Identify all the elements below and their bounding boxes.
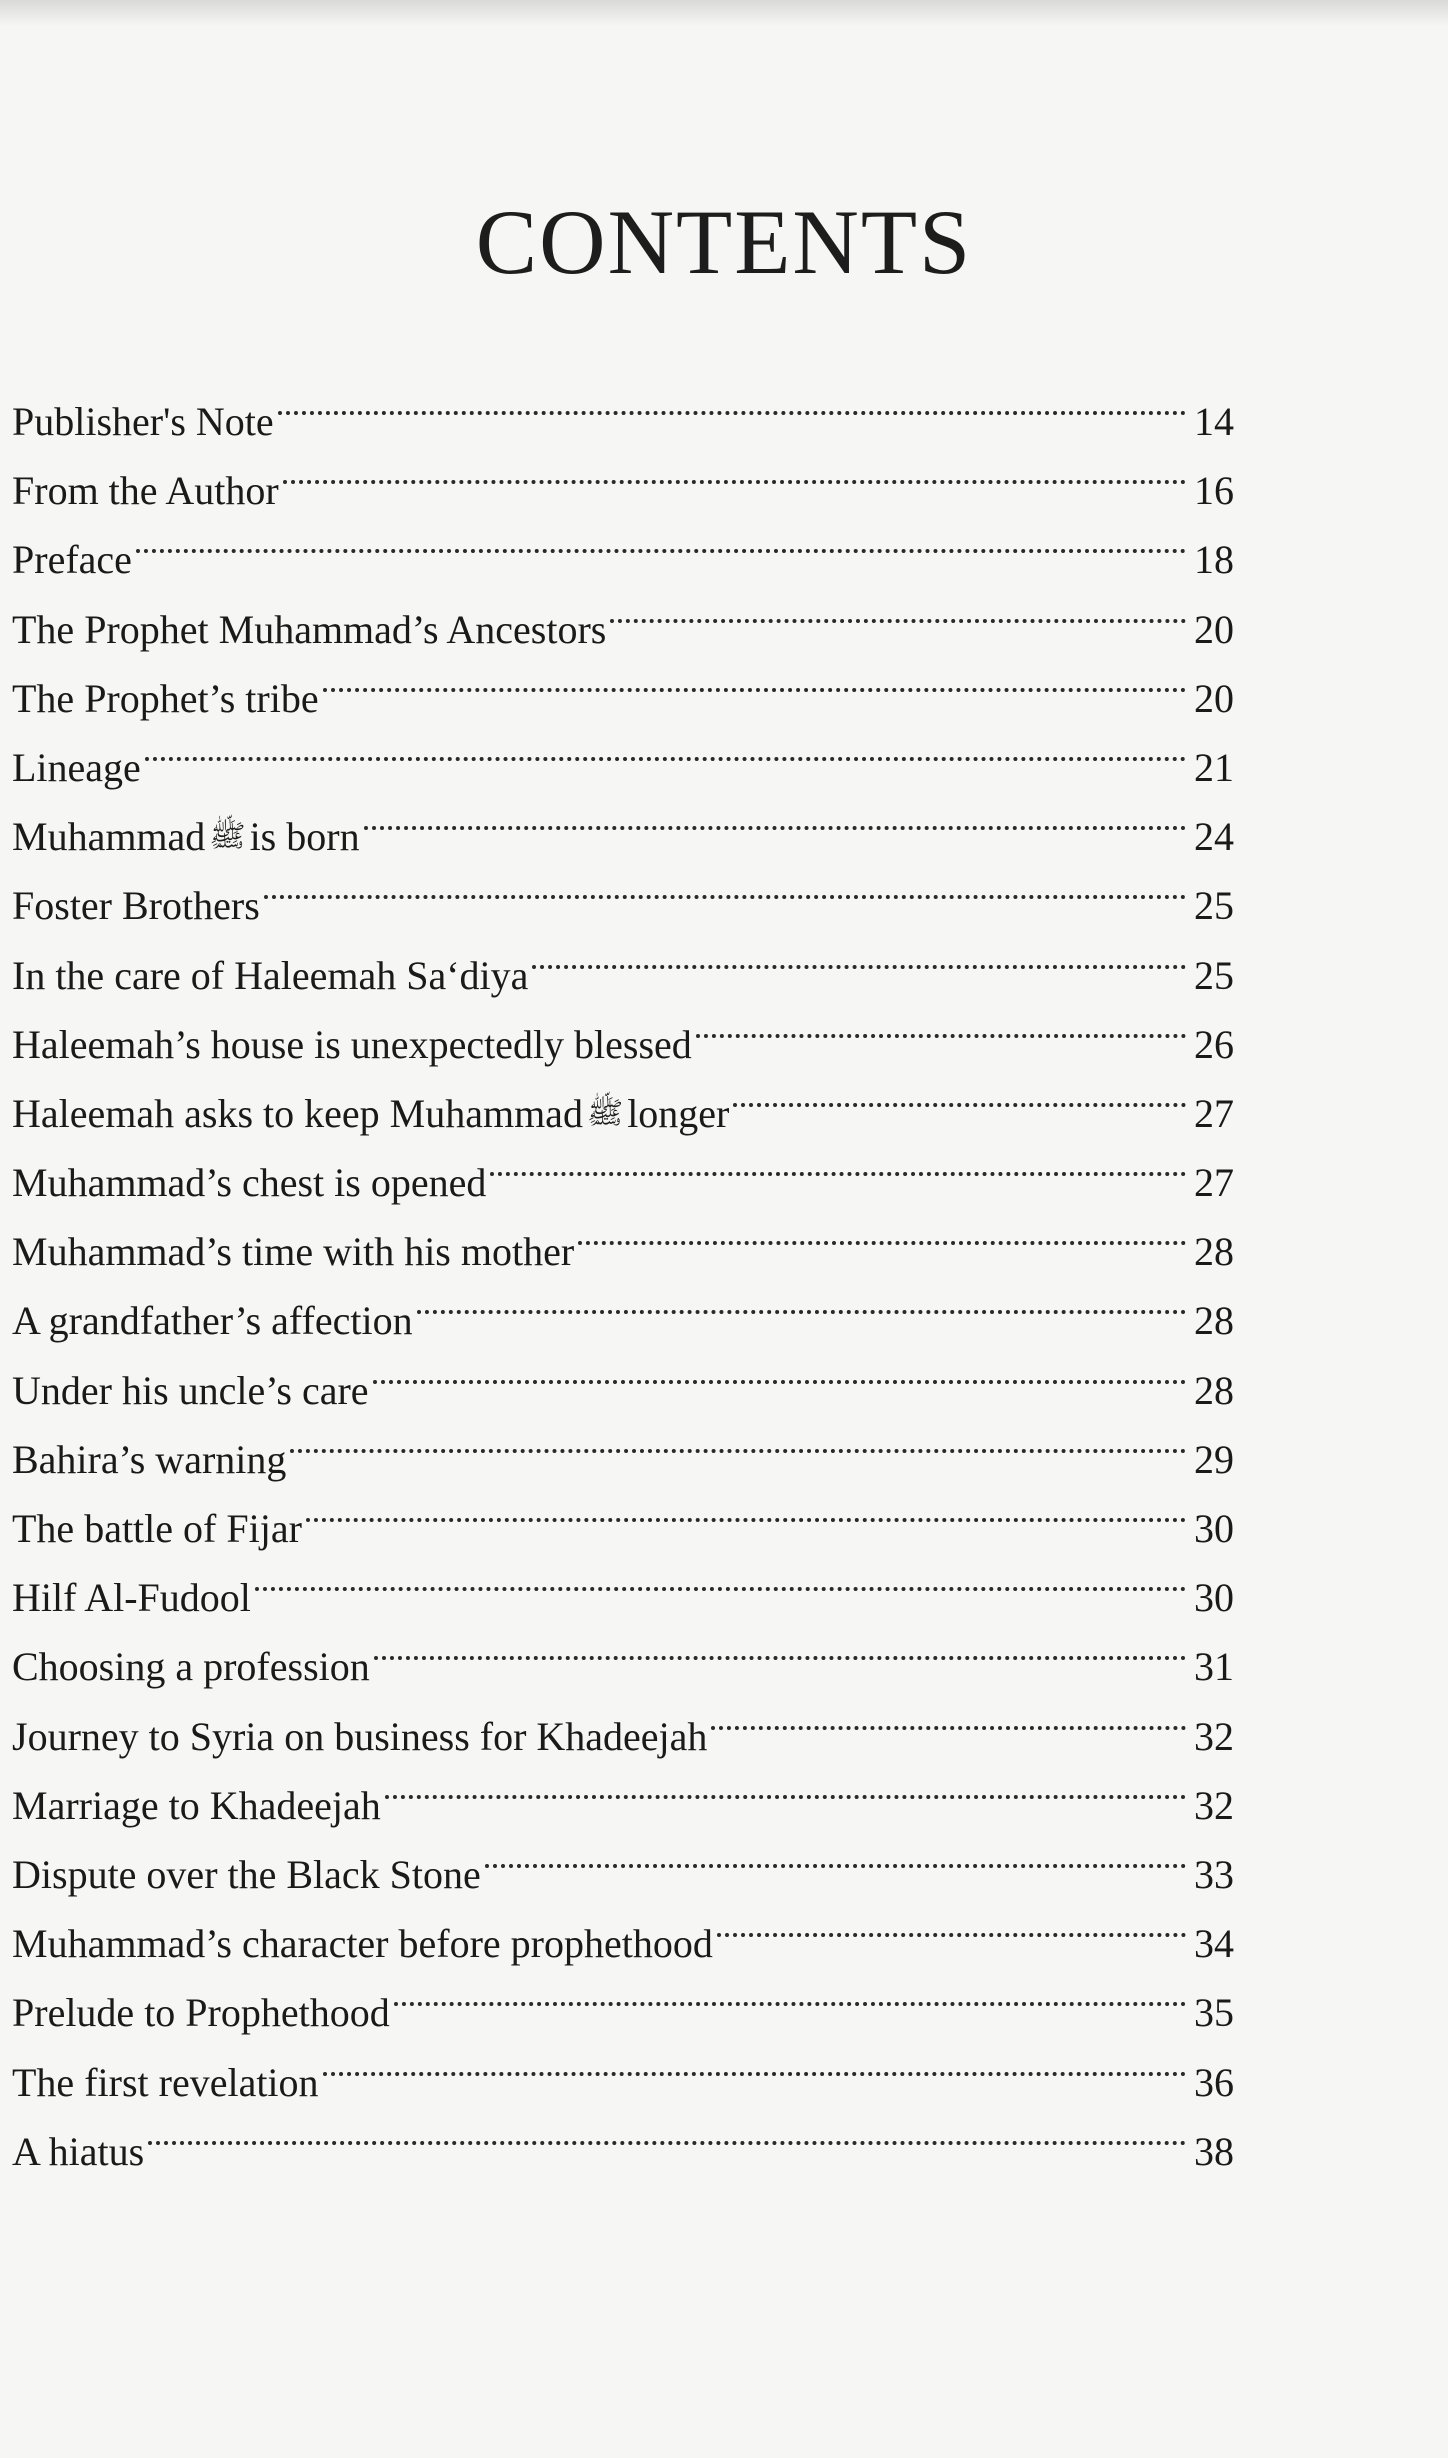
dot-leader: [148, 2096, 1186, 2165]
toc-entry: [12, 781, 1234, 860]
toc-entry-title: Under his uncle’s care: [12, 1367, 369, 1413]
dot-leader: [385, 1750, 1186, 1819]
toc-entry-title: Bahira’s warning: [12, 1436, 287, 1482]
dot-leader: [323, 643, 1186, 712]
toc-entry: [12, 366, 1234, 444]
dot-leader: [733, 1058, 1186, 1127]
page-top-edge: [0, 0, 1448, 26]
dot-leader: [306, 1473, 1186, 1542]
dot-leader: [374, 1611, 1186, 1680]
toc-entry-page: 33: [1194, 1851, 1234, 1897]
dot-leader: [264, 850, 1186, 919]
dot-leader: [255, 1542, 1186, 1611]
dot-leader: [323, 2027, 1186, 2096]
toc-entry-title: Publisher's Note: [12, 399, 274, 444]
dot-leader: [696, 989, 1186, 1058]
toc-entry-page: 25: [1194, 883, 1234, 929]
toc-entry-page: 25: [1194, 952, 1234, 998]
toc-entry-title: Hilf Al-Fudool: [12, 1575, 251, 1621]
toc-entry-page: 28: [1194, 1367, 1234, 1413]
dot-leader: [532, 920, 1186, 989]
dot-leader: [394, 1957, 1186, 2026]
toc-entry-page: 32: [1194, 1713, 1234, 1759]
toc-entry-title: The Prophet Muhammad’s Ancestors: [12, 606, 607, 652]
dot-leader: [711, 1681, 1186, 1750]
toc-entry-title: Choosing a profession: [12, 1644, 370, 1690]
toc-entry-title: Haleemah’s house is unexpectedly blessed: [12, 1021, 692, 1067]
dot-leader: [283, 435, 1186, 504]
toc-entry-title-before: Muhammad: [12, 814, 206, 860]
toc-entry-title-after: is born: [249, 814, 360, 860]
toc-entry-title: Journey to Syria on business for Khadeejah: [12, 1713, 708, 1759]
dot-leader: [136, 504, 1186, 573]
pbuh-symbol: ﷺ: [209, 820, 246, 854]
toc-entry-title-after: longer: [627, 1090, 730, 1136]
toc-entry-title: Prelude to Prophethood: [12, 1990, 390, 2036]
toc-entry-title: Preface: [12, 537, 132, 583]
dot-leader: [578, 1196, 1186, 1265]
toc-entry-page: 29: [1194, 1436, 1234, 1482]
toc-entry: [12, 574, 1234, 652]
dot-leader: [490, 1127, 1186, 1196]
toc-entry-title: Foster Brothers: [12, 883, 260, 929]
toc-entry-page: 20: [1194, 675, 1234, 721]
toc-entry-title: Lineage: [12, 744, 141, 790]
table-of-contents: [12, 366, 1234, 2174]
toc-entry-page: 24: [1194, 814, 1234, 860]
toc-entry-title: Muhammad’s time with his mother: [12, 1229, 575, 1275]
toc-entry-title: A hiatus: [12, 2128, 145, 2174]
page-title: CONTENTS: [475, 191, 973, 293]
toc-entry-page: 31: [1194, 1644, 1234, 1690]
toc-entry-page: 32: [1194, 1782, 1234, 1828]
toc-entry-page: 38: [1194, 2128, 1234, 2174]
toc-entry-page: 20: [1194, 606, 1234, 652]
dot-leader: [417, 1265, 1186, 1334]
toc-entry: [12, 2096, 1234, 2174]
toc-entry: [12, 504, 1234, 583]
toc-entry-page: 28: [1194, 1229, 1234, 1275]
dot-leader: [364, 781, 1186, 850]
dot-leader: [485, 1819, 1186, 1888]
toc-entry-title: Marriage to Khadeejah: [12, 1782, 381, 1828]
toc-entry-title: Muhammad’s chest is opened: [12, 1160, 487, 1206]
toc-entry-page: 30: [1194, 1575, 1234, 1621]
toc-entry-page: 21: [1194, 744, 1234, 790]
dot-leader: [610, 574, 1186, 643]
toc-entry-page: 27: [1194, 1160, 1234, 1206]
toc-entry-page: 18: [1194, 537, 1234, 583]
toc-entry-title: The battle of Fijar: [12, 1506, 302, 1551]
toc-entry-page: 28: [1194, 1298, 1234, 1344]
toc-entry-title: The Prophet’s tribe: [12, 675, 319, 721]
dot-leader: [278, 366, 1186, 435]
toc-entry-title-before: Haleemah asks to keep Muhammad: [12, 1090, 583, 1136]
toc-entry-title: From the Author: [12, 468, 279, 514]
toc-entry-page: 36: [1194, 2059, 1234, 2105]
dot-leader: [290, 1404, 1186, 1473]
toc-entry-title: Dispute over the Black Stone: [12, 1851, 481, 1897]
toc-entry-page: 14: [1194, 399, 1234, 444]
pbuh-symbol: ﷺ: [586, 1096, 624, 1130]
toc-entry-page: 30: [1194, 1506, 1234, 1551]
toc-entry-page: 34: [1194, 1921, 1234, 1967]
dot-leader: [373, 1335, 1186, 1404]
toc-entry-page: 16: [1194, 468, 1234, 514]
toc-entry-page: 35: [1194, 1990, 1234, 2036]
toc-entry-page: 26: [1194, 1021, 1234, 1067]
toc-entry-title: The first revelation: [12, 2059, 319, 2105]
toc-entry: [12, 712, 1234, 790]
dot-leader: [145, 712, 1186, 781]
dot-leader: [717, 1888, 1186, 1957]
toc-entry-title: A grandfather’s affection: [12, 1298, 413, 1344]
toc-entry-title: In the care of Haleemah Sa‘diya: [12, 952, 529, 998]
toc-entry-page: 27: [1194, 1090, 1234, 1136]
toc-entry-title: Muhammad’s character before prophethood: [12, 1921, 713, 1967]
